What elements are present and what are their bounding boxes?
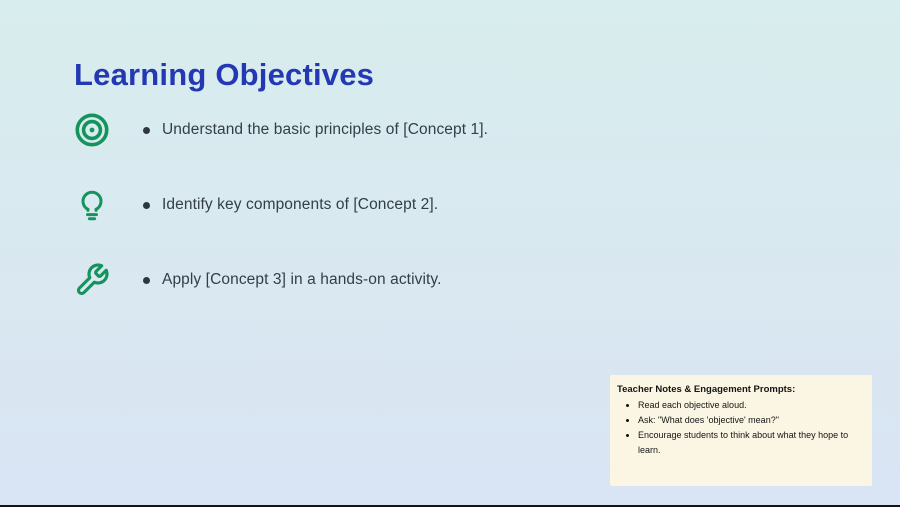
objective-text: Understand the basic principles of [Concept 1]. [162,121,489,138]
objective-row-1 [74,112,488,148]
objective-row-3 [74,262,442,298]
teacher-notes-title: Teacher Notes & Engagement Prompts: [617,384,796,395]
teacher-note-item: • Ask: "What does 'objective' mean?" [638,413,863,428]
teacher-note-item: • Read each objective aloud. [638,398,863,413]
bullet-dot [143,202,150,209]
teacher-notes-box [610,375,872,486]
objective-row-2 [74,187,438,223]
teacher-notes-list [617,398,863,458]
bullet-dot [143,277,150,284]
teacher-note-item: • Encourage students to think about what they hope to learn. [638,428,863,458]
wrench-icon [74,262,110,298]
bullet-dot [143,127,150,134]
objective-text: Apply [Concept 3] in a hands-on activity. [162,271,442,288]
target-icon [74,112,110,148]
objective-text: Identify key components of [Concept 2]. [162,196,439,213]
page-title: Learning Objectives [74,57,375,92]
lightbulb-icon [74,187,110,223]
